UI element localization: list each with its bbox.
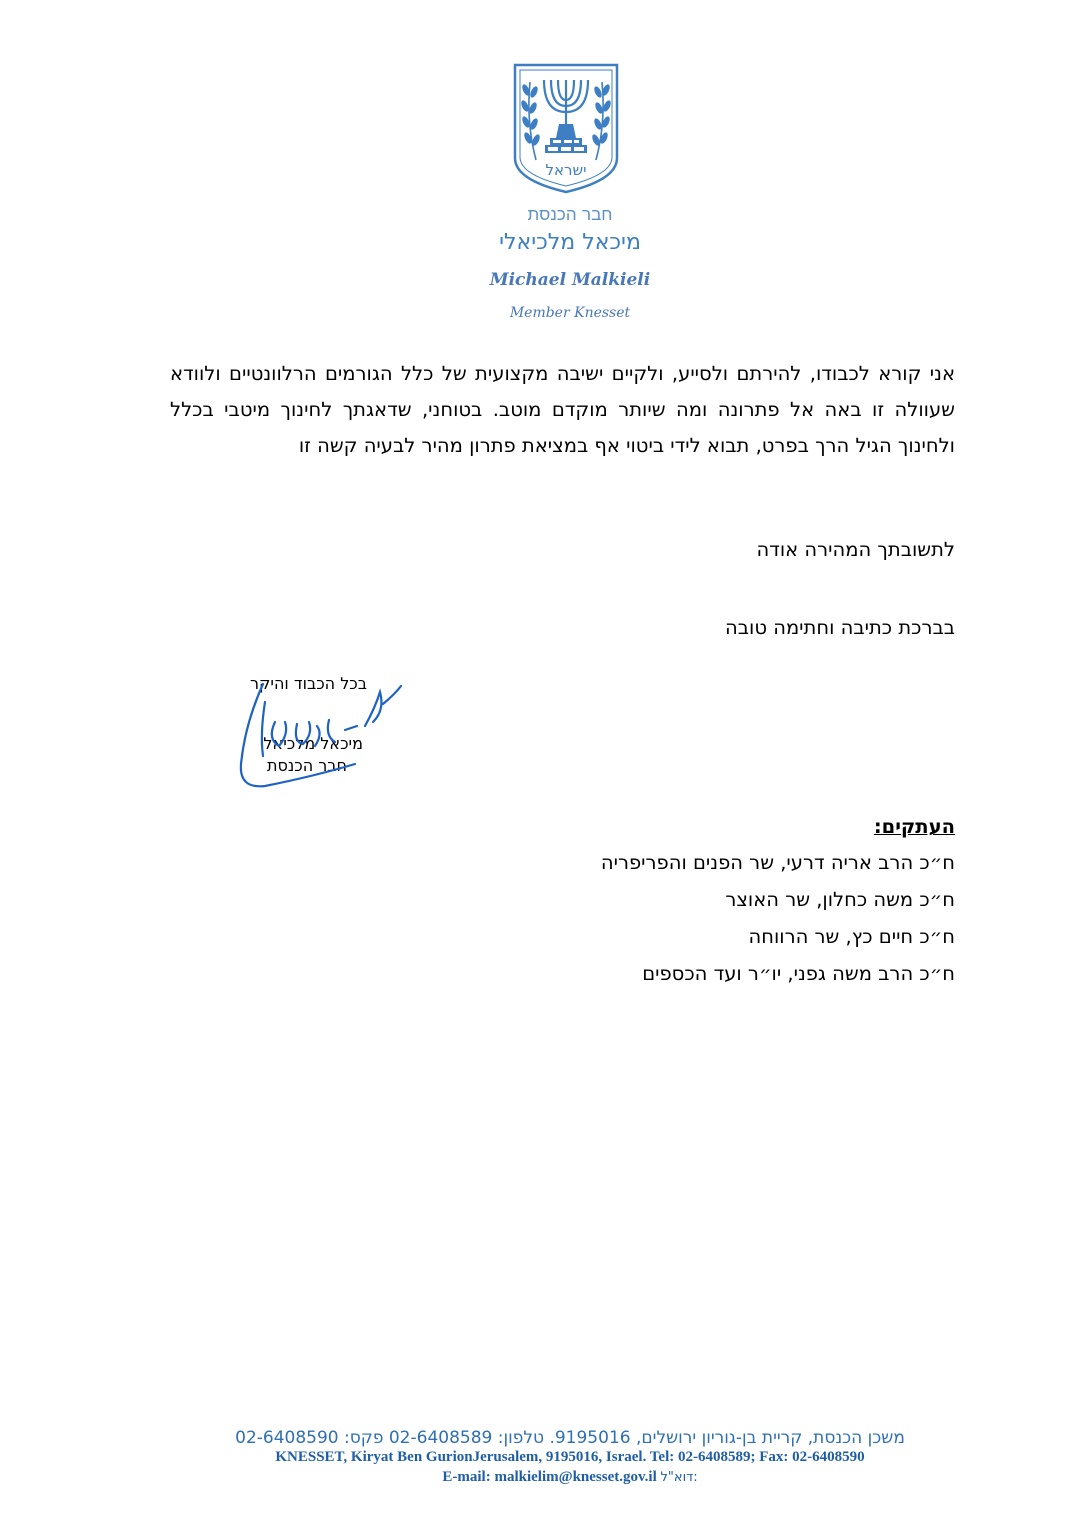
svg-text:ישראל: ישראל (545, 161, 587, 179)
member-name-english: Michael Malkieli (489, 270, 651, 290)
thanks-line: לתשובתך המהירה אודה (756, 538, 955, 561)
signature-closing: בכל הכבוד והיקר (249, 674, 367, 693)
signature-name: מיכאל מלכיאלי (259, 734, 363, 753)
copies-title: העתקים: (873, 815, 955, 838)
signature-block (205, 664, 405, 804)
footer-email-label: דוא"ל: (660, 1470, 698, 1485)
copies-list (601, 848, 955, 996)
footer-email[interactable]: E-mail: malkielim@knesset.gov.il (442, 1469, 657, 1485)
copy-recipient: ח״כ משה כחלון, שר האוצר (725, 888, 955, 911)
copy-recipient: ח״כ הרב משה גפני, יו״ר ועד הכספים (642, 962, 955, 985)
letter-body-paragraph: אני קורא לכבודו, להירתם ולסייע, ולקיים ישיבה מקצועית של כלל הגורמים הרלוונטיים ולוודא שעוולה זו באה אל פתרונה ומה שיותר מוקדם מוטב. בטוחני, שדאגתך לחינוך מיטבי בכלל ולחינוך הגיל הרך בפרט, תבוא לידי ביטוי אף במציאת פתרון מהיר לבעיה קשה זו (170, 362, 955, 457)
member-name-hebrew: מיכאל מלכיאלי (499, 230, 641, 255)
state-emblem-icon (512, 62, 620, 194)
footer-address-english: KNESSET, Kiryat Ben GurionJerusalem, 9195016, Israel. Tel: 02-6408589; Fax: 02-6408590 (275, 1449, 865, 1465)
copy-recipient: ח״כ חיים כץ, שר הרווחה (748, 925, 955, 948)
member-role-hebrew: חבר הכנסת (527, 205, 613, 225)
signature-role: חבר הכנסת (266, 756, 347, 775)
copy-recipient: ח״כ הרב אריה דרעי, שר הפנים והפריפריה (600, 851, 955, 874)
footer-email-line (150, 1469, 990, 1486)
footer-address-hebrew: משכן הכנסת, קריית בן-גוריון ירושלים, 9195016. טלפון: 02-6408589 פקס: 02-6408590 (235, 1428, 905, 1448)
member-role-english: Member Knesset (509, 305, 631, 321)
greeting-line: בברכת כתיבה וחתימה טובה (725, 616, 955, 639)
